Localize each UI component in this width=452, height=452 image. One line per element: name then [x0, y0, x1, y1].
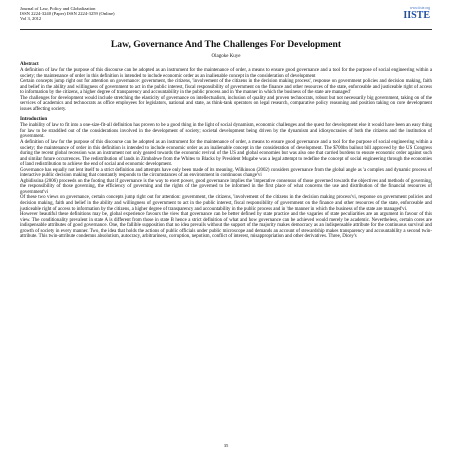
section-gap	[20, 112, 432, 115]
introduction-paragraph: The inability of law to fit into a one-size-fit-all definition has proven to be a good thing in the light of social dynamism, economic challenges and the quest for development else it would have been an easy thing for law to be straddled out of the considerations involved in the development of society; societal development being driven by the dynamism and idiosyncrasies of both the citizens and the institution of government.	[20, 123, 432, 140]
introduction-paragraph: Agbidissina (2006) proceeds on the footing that if governance is the way to exert power, good governance implies the 'imperative consensus of those governed towards the objectives and methods of governing, the responsibility of those governing, the efficiency of governing and the rights of the governed to be informed in the first place of what concerns the use and distribution of the financial resources of government'vi	[20, 178, 432, 195]
abstract-paragraph: The challenges for development would include stretching the elasticity of governance on intellectualism, inclusion of quality and proven technocrats, robust but not necessarily big government, taking on of the services of academics and technocrats as office employees for legislators, national and state, as think-tank operators on legal research, comparative policy reasoning and position taking on core development issues affecting society.	[20, 95, 432, 112]
paper-author: Olagoke Kuye	[211, 54, 241, 59]
journal-header	[20, 6, 432, 28]
journal-website[interactable]: www.iiste.org	[409, 6, 430, 10]
iiste-logo-mark: IISTE	[403, 10, 430, 21]
abstract-heading: Abstract	[20, 62, 39, 67]
header-divider	[20, 29, 432, 30]
paper-title: Law, Governance And The Challenges For Development	[110, 39, 342, 50]
introduction-paragraph: Governance has equally not lent itself to a strict definition and attempts have only been made of its meaning. Wilkinson (2002) considers governance from the global angle as 'a complex and dynamic process of interactive public decision making that constantly responds to the circumstances of an environment in continuous change'vi	[20, 167, 432, 179]
journal-name: Journal of Law, Policy and Globalization	[20, 6, 96, 11]
introduction-paragraph: A definition of law for the purpose of this discourse can be adopted as an instrument for the maintenance of order, a means to ensure good governance and a tool for the purpose of social engineering within a society; the maintenance of order in this definition is intended to include economic order as an inalienable concept in the consideration of development. The $700bn bailout bill approved by the US Congress during the recent global recession was an instrument not only geared towards the economic revival of the US and global economies but was also one that carried burdens to ensure economic order against such and similar future occurrences. The redistribution of lands in Zimbabwe from the Whites to Blacks by President Mugabe was a legal attempt to redefine the concept of social engineering through the economies of land redistribution to achieve the end of social and economic development.	[20, 140, 432, 168]
journal-volume: Vol 3, 2012	[20, 16, 42, 22]
journal-issn: ISSN 2224-3240 (Paper) ISSN 2224-3259 (Online)	[20, 11, 115, 17]
introduction-paragraph: However beautiful these definitions may be, global experience favours the view that governance can be better defined by state practice and the vagaries of state peculiarities are an argument in favour of this view. The conditionality prevalent in state A is different from those in state B hence a strict definition of what and how governance can be achieved would merely be academic. Nevertheless, certain cores are indispensable attributes of good governance. One, the fallible supposition that no idea prevails without the support of the majority makes democracy as an indispensable attribute for the continuous survival and growth of society in every manner. Two, the idea that holds the actions of public officials under public microscope and demands an account of stewardship makes transparency and accountability a second twin-attribute. This twin-attribute condemns absolutism, autocracy, arbitrariness, corruption, nepotism, conflict of interest, misappropriation and other derivatives. Three, Dicey's	[20, 212, 432, 240]
page-number: 35	[223, 443, 229, 448]
iiste-logo	[400, 6, 430, 26]
abstract-paragraph: A definition of law for the purpose of this discourse can be adopted as an instrument for the maintenance of order, a means to ensure good governance and a tool for the purpose of social engineering within a society; the maintenance of order in this definition is intended to include economic order as an inalienable concept in the consideration of development	[20, 68, 432, 79]
introduction-heading: Introduction	[20, 117, 48, 123]
introduction-paragraph: Of these two views on governance, certain concepts jump right out for attention: government, the citizens, 'involvement of the citizens in the decision making process'vi, response on government policies and decision making, faith and belief in the ability and willingness of government to act in the public interest, fiscal responsibility of government on the finance and other resources of the state, enforceable and justiceable right of access to information by the citizens, a higher degree of transparency and accountability in the public process and in 'the manner in which the business of the state are managed'vi.	[20, 195, 432, 212]
abstract-paragraph: Certain concepts jump right out for attention on governance: government, the citizens, 'involvement of the citizens in the decision making process', response on government policies and decision making, faith and belief in the ability and willingness of government to act in the public interest, fiscal responsibility of government on the finance and other resources of the state, enforceable and justiceable right of access to information by the citizens, a higher degree of transparency and accountability in the public process and in 'the manner in which the business of the state are managed'	[20, 79, 432, 96]
